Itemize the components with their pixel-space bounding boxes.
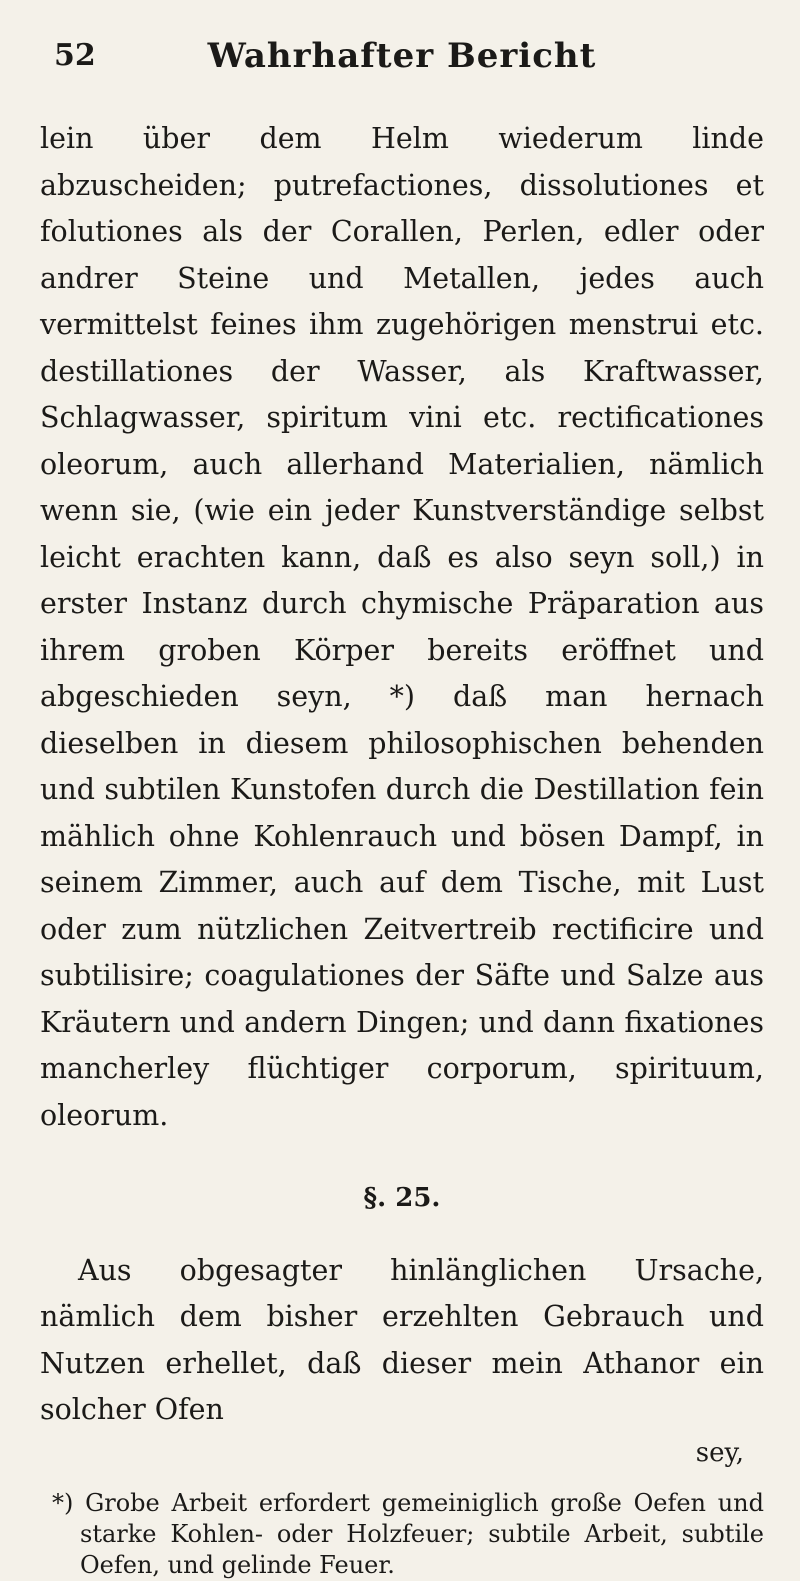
catchword: sey, (695, 1437, 744, 1468)
page-header (40, 28, 764, 82)
footnote: *) Grobe Arbeit erfordert gemeiniglich große Oefen und starke Kohlen- oder Holzfeuer; subtile Arbeit, subtile Oefen, und gelinde Feuer. (52, 1488, 764, 1579)
paragraph-1: lein über dem Helm wiederum linde abzuscheiden; putrefactiones, dissolutiones et folutiones als der Corallen, Perlen, edler oder andrer Steine und Metallen, jedes auch vermittelst feines ihm zugehörigen menstrui etc. destillationes der Wasser, als Kraftwasser, Schlagwasser, spiritum vini etc. rectificationes oleorum, auch allerhand Materialien, nämlich wenn sie, (wie ein jeder Kunstverständige selbst leicht erachten kann, daß es also seyn soll,) in erster Instanz durch chymische Präparation aus ihrem groben Körper bereits eröffnet und abgeschieden seyn, *) daß man hernach dieselben in diesem philosophischen behenden und subtilen Kunstofen durch die Destillation fein mählich ohne Kohlenrauch und bösen Dampf, in seinem Zimmer, auch auf dem Tische, mit Lust oder zum nützlichen Zeitvertreib rectificire und subtilisire; coagulationes der Säfte und Salze aus Kräutern und andern Dingen; und dann fixationes mancherley flüchtiger corporum, spirituum, oleorum. (40, 122, 764, 1132)
running-title: Wahrhafter Bericht (207, 36, 597, 76)
body-text (40, 116, 764, 1434)
paragraph-2: Aus obgesagter hinlänglichen Ursache, nämlich dem bisher erzehlten Gebrauch und Nutzen erhellet, daß dieser mein Athanor ein solcher Ofen (40, 1253, 764, 1426)
section-heading: §. 25. (363, 1183, 441, 1213)
page-number: 52 (54, 38, 96, 73)
